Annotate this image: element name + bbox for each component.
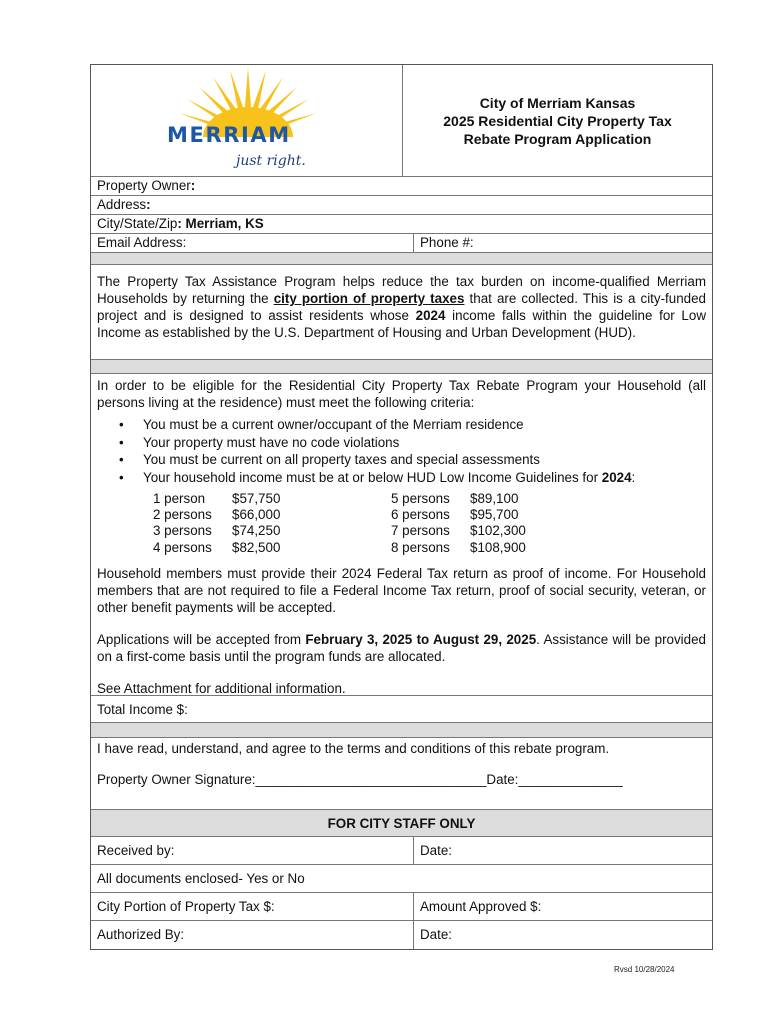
intro-text-2: that are collected. This is a city-funded project and is designed to assist residents whose xyxy=(97,291,706,323)
income-row xyxy=(391,491,629,507)
authorization-row xyxy=(91,921,712,949)
bullet: • xyxy=(119,469,124,485)
city-state-zip-field[interactable] xyxy=(91,215,712,234)
form-title xyxy=(403,65,712,176)
income-row xyxy=(391,540,629,556)
revision-date: Rvsd 10/28/2024 xyxy=(614,965,675,974)
income-column-right xyxy=(391,491,629,556)
total-income-field[interactable]: Total Income $: xyxy=(91,696,712,723)
criteria-item xyxy=(119,451,706,469)
income-limit: $95,700 xyxy=(470,507,519,523)
income-limit: $108,900 xyxy=(470,539,526,555)
income-limit: $74,250 xyxy=(232,523,281,539)
household-size: 5 persons xyxy=(391,491,450,506)
email-field[interactable]: Email Address: xyxy=(91,234,414,252)
income-row xyxy=(153,507,391,523)
address-colon: : xyxy=(146,197,151,212)
staff-heading: FOR CITY STAFF ONLY xyxy=(91,810,712,837)
city-portion-field[interactable]: City Portion of Property Tax $: xyxy=(91,893,414,920)
received-by-field[interactable]: Received by: xyxy=(91,837,414,864)
form-header xyxy=(91,65,712,177)
eligibility-section xyxy=(91,374,712,696)
title-line-1: City of Merriam Kansas xyxy=(479,95,636,111)
tax-amount-row xyxy=(91,893,712,921)
household-size: 4 persons xyxy=(153,539,212,555)
separator xyxy=(91,360,712,374)
income-row xyxy=(153,540,391,556)
amount-approved-field[interactable]: Amount Approved $: xyxy=(420,899,542,914)
income-limit: $66,000 xyxy=(232,507,281,523)
household-size: 6 persons xyxy=(391,507,450,523)
property-owner-field[interactable] xyxy=(91,177,712,196)
city-value: : Merriam, KS xyxy=(177,216,264,231)
income-row xyxy=(153,523,391,539)
household-size: 7 persons xyxy=(391,523,450,539)
household-size: 1 person xyxy=(153,491,206,506)
household-size: 8 persons xyxy=(391,539,450,555)
dates-text-2: . Assistance will be provided on a first-come basis until the program funds are allocated. xyxy=(97,631,706,664)
criteria-text: You must be a current owner/occupant of the Merriam residence xyxy=(143,417,524,432)
criteria-item xyxy=(119,416,706,434)
income-row xyxy=(391,523,629,539)
criteria-item xyxy=(119,469,706,487)
logo-wordmark: MERRIAM xyxy=(167,123,291,147)
intro-text-3: income falls within the guideline for Low Income as established by the U.S. Department of Housing and Urban Development (HUD). xyxy=(97,308,706,340)
address-label: Address xyxy=(97,197,147,212)
intro-emphasis: city portion of property taxes xyxy=(273,291,465,306)
household-size: 2 persons xyxy=(153,507,212,523)
income-limit: $89,100 xyxy=(470,491,519,506)
city-label: City/State/Zip xyxy=(97,216,178,231)
intro-paragraph xyxy=(91,265,712,360)
intro-text-1: The Property Tax Assistance Program helps reduce the tax burden on income-qualified Merriam Households by returning the xyxy=(97,274,706,306)
application-form xyxy=(90,64,713,950)
income-limit: $82,500 xyxy=(232,539,281,555)
income-guidelines xyxy=(97,491,706,556)
criteria-text: You must be current on all property taxes and special assessments xyxy=(143,452,540,467)
documents-enclosed-field[interactable]: All documents enclosed- Yes or No xyxy=(91,865,712,893)
authorized-date-field[interactable]: Date: xyxy=(420,927,453,942)
authorized-by-field[interactable]: Authorized By: xyxy=(91,921,414,949)
title-line-2: 2025 Residential City Property Tax xyxy=(443,113,672,129)
bullet: • xyxy=(119,417,124,432)
eligibility-lead: In order to be eligible for the Residential City Property Tax Rebate Program your Household (all persons living at the residence) must meet the following criteria: xyxy=(97,378,706,410)
household-size: 3 persons xyxy=(153,523,212,539)
proof-of-income: Household members must provide their 2024 Federal Tax return as proof of income. For Household members that are not required to file a Federal Income Tax return, proof of social security, veteran, or other benefit payments will be accepted. xyxy=(97,565,706,615)
title-line-3: Rebate Program Application xyxy=(463,131,652,147)
received-date-field[interactable]: Date: xyxy=(420,843,453,858)
address-field[interactable] xyxy=(91,196,712,215)
intro-year: 2024 xyxy=(415,308,446,323)
property-owner-colon: : xyxy=(190,178,196,193)
property-owner-label: Property Owner xyxy=(97,178,191,193)
dates-text-1: Applications will be accepted from xyxy=(97,631,306,647)
criteria-year: 2024 xyxy=(601,469,632,485)
agreement-text: I have read, understand, and agree to the terms and conditions of this rebate program. xyxy=(97,741,610,756)
criteria-list xyxy=(97,416,706,486)
signature-line[interactable]: Property Owner Signature:_______________________________Date:______________ xyxy=(97,772,623,787)
criteria-item xyxy=(119,434,706,452)
income-row xyxy=(391,507,629,523)
income-limit: $102,300 xyxy=(470,523,526,539)
bullet: • xyxy=(119,452,124,467)
merriam-logo xyxy=(91,65,403,176)
income-limit: $57,750 xyxy=(232,491,281,506)
dates-range: February 3, 2025 to August 29, 2025 xyxy=(305,631,537,647)
income-column-left xyxy=(153,491,391,556)
phone-field[interactable]: Phone #: xyxy=(420,235,474,250)
agreement-section xyxy=(91,738,712,810)
attachment-note: See Attachment for additional information. xyxy=(97,680,346,696)
application-dates xyxy=(97,631,706,665)
logo-tagline: just right. xyxy=(236,153,306,169)
contact-row xyxy=(91,234,712,253)
separator xyxy=(91,253,712,265)
criteria-text: Your household income must be at or below HUD Low Income Guidelines for xyxy=(143,469,602,485)
income-row xyxy=(153,491,391,507)
received-row xyxy=(91,837,712,865)
bullet: • xyxy=(119,434,124,450)
separator xyxy=(91,723,712,738)
criteria-text: Your property must have no code violations xyxy=(143,434,400,450)
criteria-colon: : xyxy=(631,469,636,485)
